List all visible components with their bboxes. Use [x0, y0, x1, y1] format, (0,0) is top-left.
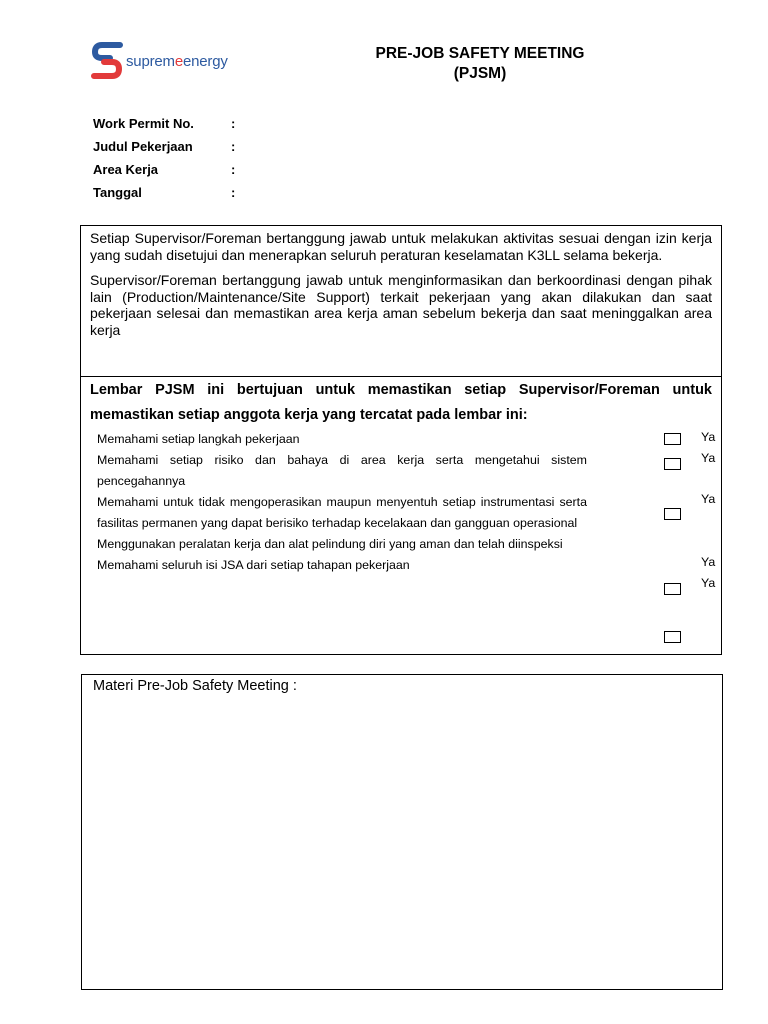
- checkbox-item-1[interactable]: [664, 433, 681, 445]
- field-judul-pekerjaan: [93, 138, 241, 161]
- answer-label: Ya: [701, 555, 716, 569]
- company-logo: [90, 42, 280, 82]
- field-label: Area Kerja: [93, 162, 159, 177]
- field-area-kerja: [93, 161, 241, 184]
- checkbox-item-5[interactable]: [664, 631, 681, 643]
- pjsm-checklist-box: [80, 225, 722, 655]
- checklist-heading: Lembar PJSM ini bertujuan untuk memastikan setiap Supervisor/Foreman untuk memastikan setiap anggota kerja yang tercatat pada lembar ini:: [90, 382, 712, 423]
- answer-label: Ya: [701, 451, 716, 465]
- intro-paragraph-2: Supervisor/Foreman bertanggung jawab untuk menginformasikan dan berkoordinasi dengan pihak lain (Production/Maintenance/Site Support) terkait pekerjaan yang akan dilakukan dan saat pekerjaan selesai dan memastikan area kerja aman sebelum bekerja dan saat meninggalkan area kerja: [90, 272, 712, 338]
- checklist-item: Memahami untuk tidak mengoperasikan maupun menyentuh setiap instrumentasi serta fasilitas permanen yang dapat berisiko terhadap kecelakaan dan gangguan operasional: [97, 495, 587, 530]
- answer-label: Ya: [701, 492, 716, 506]
- page-title: [330, 44, 630, 84]
- logo-wordmark: supremeenergy: [126, 53, 228, 70]
- materi-label: Materi Pre-Job Safety Meeting :: [93, 678, 297, 694]
- field-colon: :: [231, 162, 236, 177]
- field-label: Tanggal: [93, 185, 142, 200]
- checklist-item: Memahami setiap langkah pekerjaan: [97, 432, 300, 446]
- checkbox-item-3[interactable]: [664, 508, 681, 520]
- logo-mark-icon: [90, 42, 124, 80]
- intro-paragraph-1: Setiap Supervisor/Foreman bertanggung jawab untuk melakukan aktivitas sesuai dengan izin kerja yang sudah disetujui dan menerapkan seluruh peraturan keselamatan K3LL selama bekerja.: [90, 230, 712, 263]
- materi-box[interactable]: [81, 674, 723, 990]
- title-line-2: (PJSM): [453, 65, 507, 82]
- title-line-1: PRE-JOB SAFETY MEETING: [375, 45, 585, 62]
- field-work-permit: [93, 115, 241, 138]
- intro-section: [81, 226, 721, 338]
- answer-label: Ya: [701, 576, 716, 590]
- checklist-item: Memahami setiap risiko dan bahaya di area kerja serta mengetahui sistem pencegahannya: [97, 453, 587, 488]
- checklist-item: Menggunakan peralatan kerja dan alat pelindung diri yang aman dan telah diinspeksi: [97, 537, 563, 551]
- field-colon: :: [231, 139, 236, 154]
- checklist-items: [97, 429, 587, 576]
- checkbox-item-2[interactable]: [664, 458, 681, 470]
- field-colon: :: [231, 116, 236, 131]
- field-colon: :: [231, 185, 236, 200]
- header-fields: [93, 115, 241, 207]
- field-label: Work Permit No.: [93, 116, 194, 131]
- field-label: Judul Pekerjaan: [93, 139, 193, 154]
- checklist-item: Memahami seluruh isi JSA dari setiap tahapan pekerjaan: [97, 558, 410, 572]
- section-divider: [81, 376, 721, 377]
- field-tanggal: [93, 184, 241, 207]
- checkbox-item-4[interactable]: [664, 583, 681, 595]
- answer-label: Ya: [701, 430, 716, 444]
